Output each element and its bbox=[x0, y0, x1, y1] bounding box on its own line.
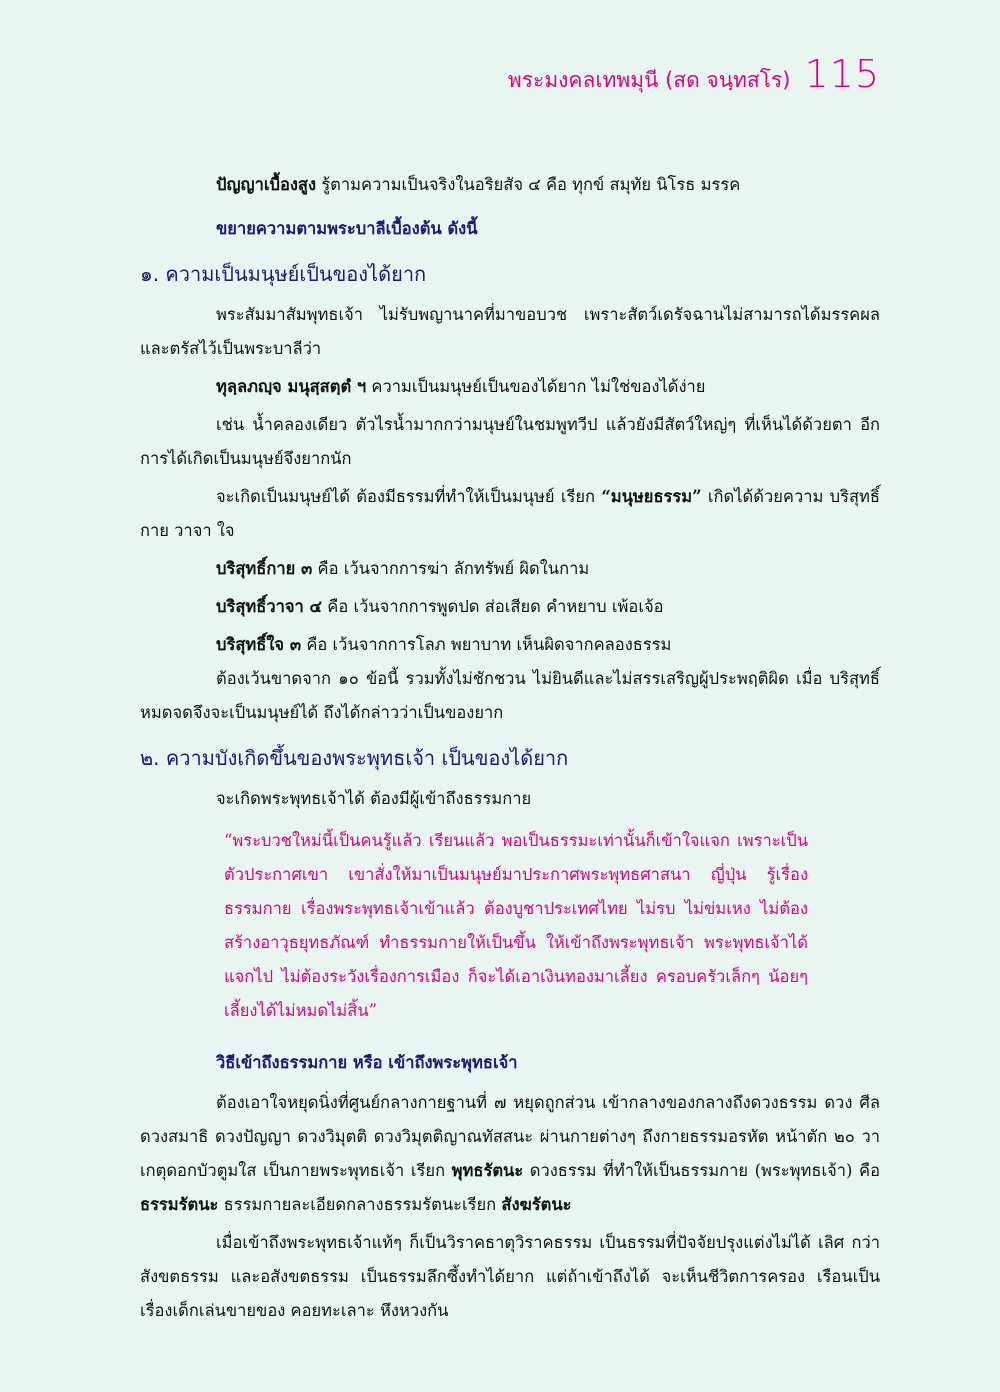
term-label: ปัญญาเบื้องสูง bbox=[216, 175, 317, 194]
paragraph-text: ต้องเว้นขาดจาก ๑๐ ข้อนี้ รวมทั้งไม่ชักชวน ไม่ยินดีและไม่สรรเสริญผู้ประพฤติผิด เมื่อ บริสุทธิ์ หมดจดจึงจะเป็นมนุษย์ได้ ถึงได้กล่าวว่าเป็นของยาก bbox=[140, 669, 880, 722]
paragraph-text: ธรรมกายละเอียดกลางธรรมรัตนะเรียก bbox=[218, 1195, 502, 1214]
paragraph-text: รู้ตามความเป็นจริงในอริยสัจ ๔ คือ ทุกข์ สมุทัย นิโรธ มรรค bbox=[316, 175, 741, 194]
term-label: บริสุทธิ์ใจ ๓ bbox=[216, 635, 302, 654]
paragraph-text: เกิดได้ด้วยความ บริสุทธิ์ กาย วาจา ใจ bbox=[140, 487, 880, 540]
paragraph-text: ดวงธรรม ที่ทำให้เป็นธรรมกาย (พระพุทธเจ้า) คือ bbox=[523, 1161, 880, 1180]
pali-verse: ทุลฺลภญฺจ มนุสฺสตฺตํ ฯ bbox=[216, 377, 367, 396]
list-item-mind bbox=[140, 628, 880, 662]
paragraph-text: ต้องเอาใจหยุดนิ่งที่ศูนย์กลางกายฐานที่ ๗ หยุดถูกส่วน เข้ากลางของกลางถึงดวงธรรม ดวง ศีล ดวงสมาธิ ดวงปัญญา ดวงวิมุตติ ดวงวิมุตติญาณทัสสนะ ผ่านกายต่างๆ ถึงกายธรรมอรหัต หน้าตัก ๒๐ วา เกตุดอกบัวตูมใส เป็นกายพระพุทธเจ้า เรียก bbox=[140, 1093, 880, 1180]
term-dhammaratana: ธรรมรัตนะ bbox=[140, 1195, 219, 1214]
pali-meaning: ความเป็นมนุษย์เป็นของได้ยาก ไม่ใช่ของได้ง่าย bbox=[366, 377, 706, 396]
term-manussadhamma: “มนุษยธรรม” bbox=[601, 487, 702, 506]
paragraph-humanity bbox=[140, 480, 880, 548]
list-item-text: คือ เว้นจากการฆ่า ลักทรัพย์ ผิดในกาม bbox=[312, 559, 590, 578]
term-sangharatana: สังฆรัตนะ bbox=[501, 1195, 572, 1214]
page-number: 115 bbox=[804, 52, 880, 96]
subheading-method: วิธีเข้าถึงธรรมกาย หรือ เข้าถึงพระพุทธเจ้า bbox=[216, 1053, 518, 1072]
paragraph-text: จะเกิดพระพุทธเจ้าได้ ต้องมีผู้เข้าถึงธรรมกาย bbox=[216, 789, 532, 808]
paragraph-text: จะเกิดเป็นมนุษย์ได้ ต้องมีธรรมที่ทำให้เป็นมนุษย์ เรียก bbox=[216, 487, 602, 506]
list-item-text: คือ เว้นจากการโลภ พยาบาท เห็นผิดจากคลองธรรม bbox=[301, 635, 672, 654]
header-author: พระมงคลเทพมุนี (สด จนฺทสโร) bbox=[507, 68, 791, 92]
list-item-speech bbox=[140, 590, 880, 624]
paragraph-pali bbox=[140, 370, 880, 404]
term-label: บริสุทธิ์กาย ๓ bbox=[216, 559, 313, 578]
term-buddharatana: พุทธรัตนะ bbox=[451, 1161, 524, 1180]
page-header bbox=[508, 52, 880, 97]
paragraph-text: เช่น น้ำคลองเดียว ตัวไรน้ำมากกว่ามนุษย์ในชมพูทวีป แล้วยังมีสัตว์ใหญ่ๆ ที่เห็นได้ด้วยตา อีก การได้เกิดเป็นมนุษย์จึงยากนัก bbox=[140, 415, 880, 468]
subheading-explanation: ขยายความตามพระบาลีเบื้องต้น ดังนี้ bbox=[216, 219, 478, 238]
list-item-body bbox=[140, 552, 880, 586]
section-heading-2: ๒. ความบังเกิดขึ้นของพระพุทธเจ้า เป็นของได้ยาก bbox=[140, 746, 569, 770]
paragraph-text: พระสัมมาสัมพุทธเจ้า ไม่รับพญานาคที่มาขอบวช เพราะสัตว์เดรัจฉานไม่สามารถได้มรรคผล และตรัสไว้เป็นพระบาลีว่า bbox=[140, 305, 880, 358]
list-item-text: คือ เว้นจากการพูดปด ส่อเสียด คำหยาบ เพ้อเจ้อ bbox=[322, 597, 664, 616]
paragraph-wisdom bbox=[140, 168, 880, 202]
page-content bbox=[140, 168, 880, 1328]
paragraph-method bbox=[140, 1086, 880, 1222]
paragraph-text: เมื่อเข้าถึงพระพุทธเจ้าแท้ๆ ก็เป็นวิราคธาตุวิราคธรรม เป็นธรรมที่ปัจจัยปรุงแต่งไม่ได้ เลิศ กว่า สังขตธรรม และอสังขตธรรม เป็นธรรมลึกซึ้งทำได้ยาก แต่ถ้าเข้าถึงได้ จะเห็นชีวิตการครอง เรือนเป็น เรื่องเด็กเล่นขายของ คอยทะเลาะ หึงหวงกัน bbox=[140, 1233, 880, 1320]
quotation-block: “พระบวชใหม่นี้เป็นคนรู้แล้ว เรียนแล้ว พอเป็นธรรมะเท่านั้นก็เข้าใจแจก เพราะเป็นตัวประกาศเขา เขาสั่งให้มาเป็นมนุษย์มาประกาศพระพุทธศาสนา ญี่ปุ่น รู้เรื่องธรรมกาย เรื่องพระพุทธเจ้าเข้าแล้ว ต้องบูชาประเทศไทย ไม่รบ ไม่ข่มเหง ไม่ต้องสร้างอาวุธยุทธภัณฑ์ ทำธรรมกายให้เป็นขึ้น ให้เข้าถึงพระพุทธเจ้า พระพุทธเจ้าได้แจกไป ไม่ต้องระวังเรื่องการเมือง ก็จะได้เอาเงินทองมาเลี้ยง ครอบครัวเล็กๆ น้อยๆ เลี้ยงได้ไม่หมดไม่สิ้น” bbox=[224, 831, 808, 1020]
section-heading-1: ๑. ความเป็นมนุษย์เป็นของได้ยาก bbox=[140, 262, 427, 286]
term-label: บริสุทธิ์วาจา ๔ bbox=[216, 597, 323, 616]
